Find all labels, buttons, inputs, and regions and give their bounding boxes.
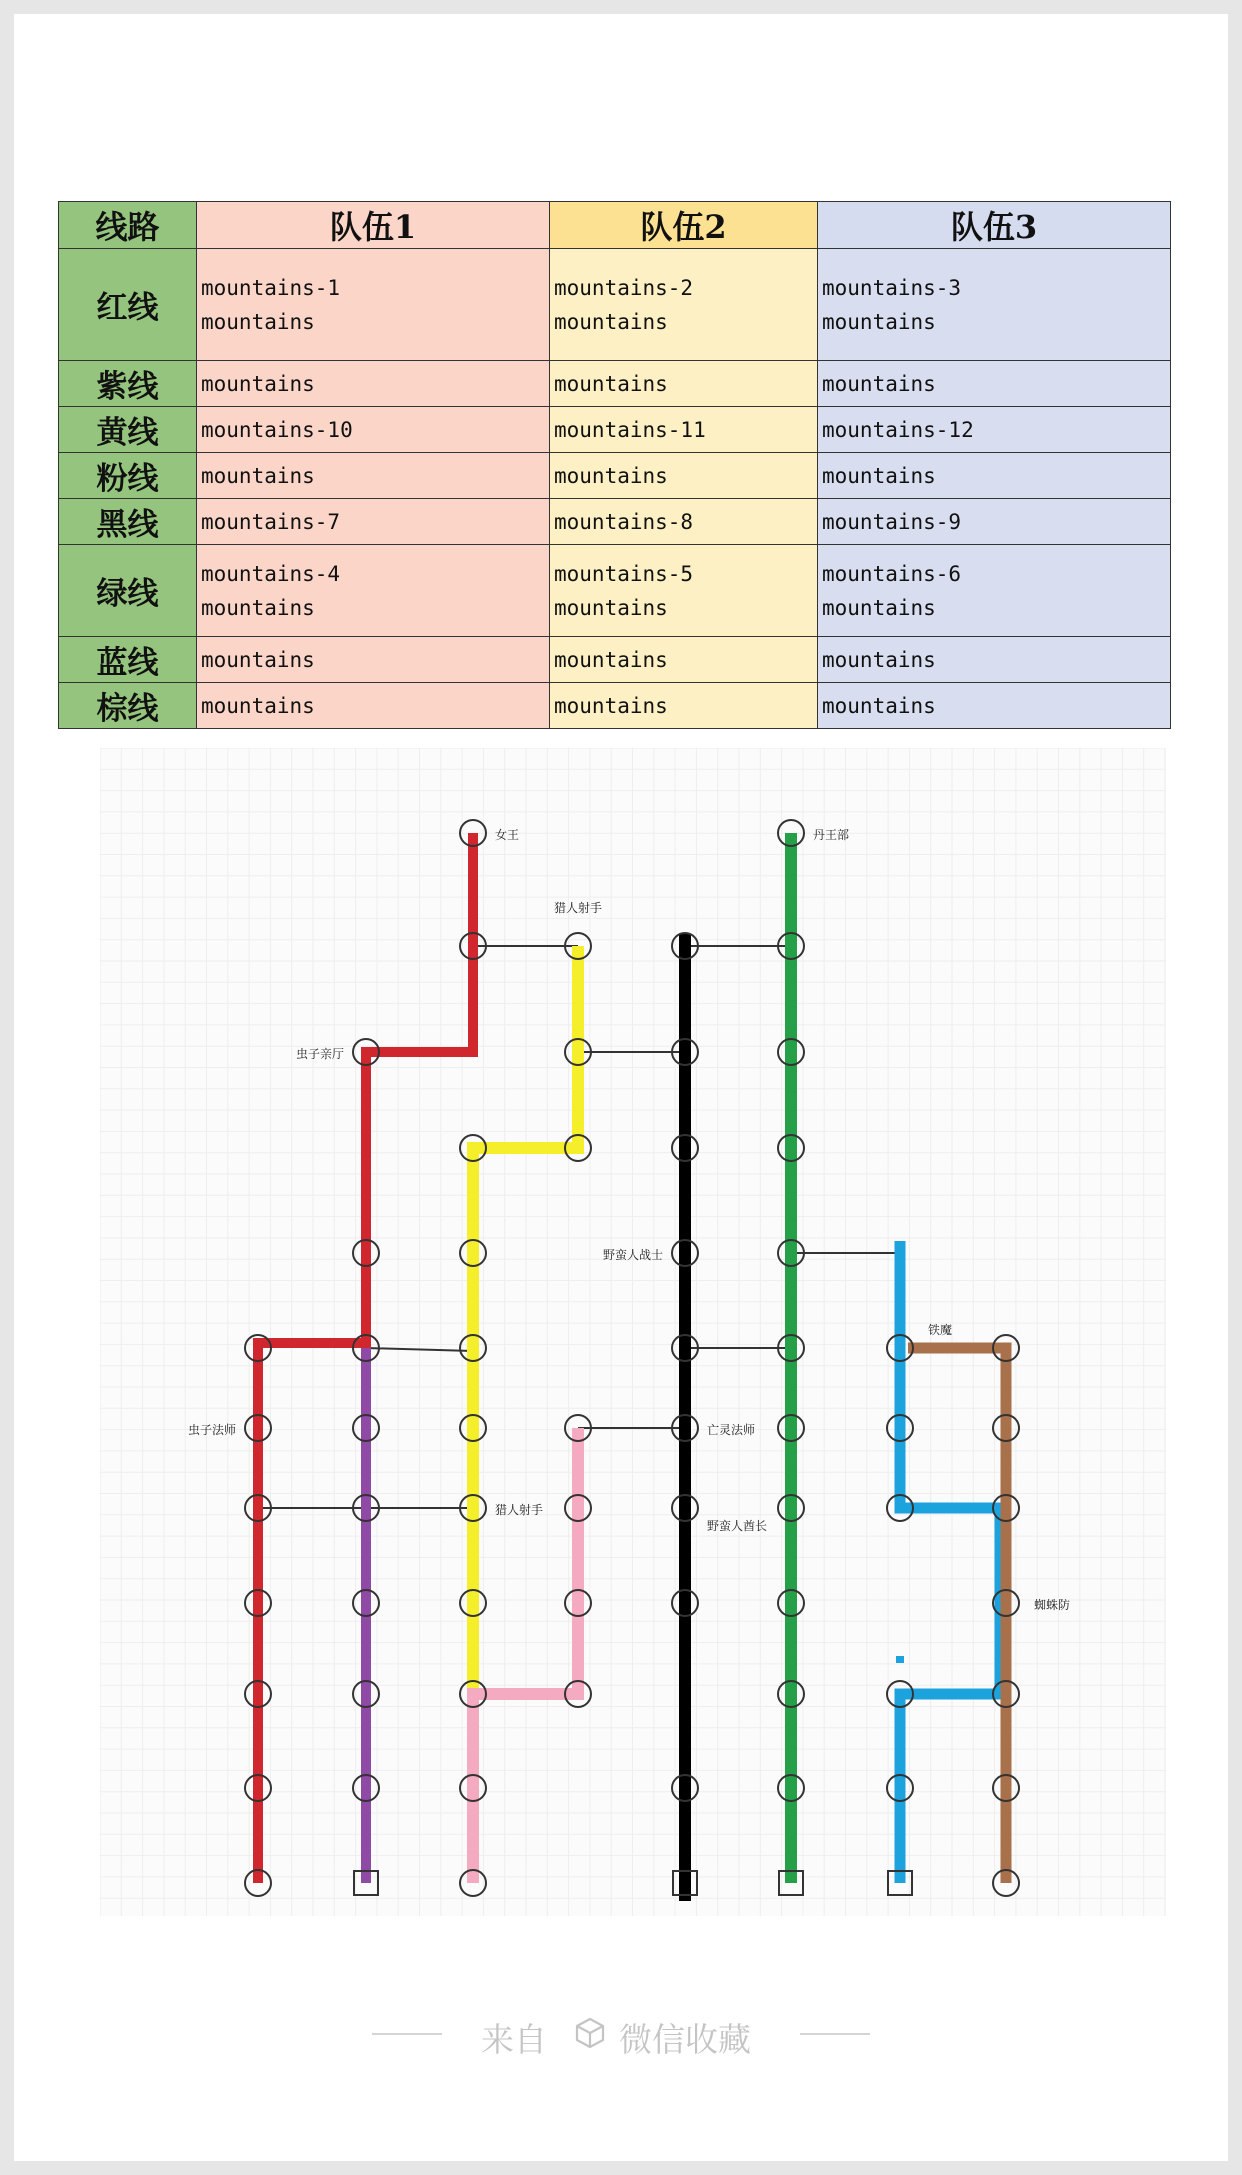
header-team3: 队伍3	[818, 202, 1171, 249]
cell-line: mountains	[554, 309, 668, 334]
header-team1: 队伍1	[197, 202, 550, 249]
route-name-cell: 蓝线	[59, 637, 197, 683]
team3-cell	[818, 545, 1171, 637]
route-table	[58, 201, 1171, 729]
team1-cell	[197, 361, 550, 407]
route-name-cell: 绿线	[59, 545, 197, 637]
cell-line: mountains	[822, 693, 936, 718]
route-name-cell: 粉线	[59, 453, 197, 499]
cell-line: mountains	[201, 693, 315, 718]
table-row	[59, 407, 1171, 453]
cell-line: mountains	[201, 371, 315, 396]
team3-cell	[818, 499, 1171, 545]
table-row	[59, 361, 1171, 407]
cell-line: mountains-9	[822, 509, 962, 534]
cell-line: mountains-10	[201, 417, 353, 442]
node-label: 铁魔	[928, 1323, 953, 1337]
team2-cell	[550, 249, 818, 361]
team3-cell	[818, 407, 1171, 453]
cell-line: mountains	[201, 595, 315, 620]
footer-line-left	[372, 2033, 442, 2035]
node-label: 野蛮人酋长	[707, 1519, 768, 1533]
cell-line: mountains-11	[554, 417, 706, 442]
cell-line: mountains-4	[201, 561, 341, 586]
cell-line: mountains	[201, 309, 315, 334]
header-team2: 队伍2	[550, 202, 818, 249]
team1-cell	[197, 407, 550, 453]
route-diagram	[100, 748, 1166, 1916]
team2-cell	[550, 453, 818, 499]
team3-cell	[818, 637, 1171, 683]
cell-line: mountains-3	[822, 275, 962, 300]
cell-line: mountains-12	[822, 417, 974, 442]
blue-marker	[896, 1656, 904, 1663]
cell-line: mountains	[822, 371, 936, 396]
cell-line: mountains	[554, 647, 668, 672]
team2-cell	[550, 361, 818, 407]
cell-line: mountains	[201, 647, 315, 672]
cell-line: mountains-7	[201, 509, 341, 534]
node-label: 虫子法师	[187, 1423, 236, 1437]
route-name-cell: 黄线	[59, 407, 197, 453]
table-row	[59, 637, 1171, 683]
team2-cell	[550, 683, 818, 729]
team2-cell	[550, 407, 818, 453]
footer-source: 微信收藏	[619, 2020, 751, 2059]
footer-line-right	[800, 2033, 870, 2035]
route-name-cell: 紫线	[59, 361, 197, 407]
node-label: 蜘蛛防	[1034, 1598, 1071, 1612]
table-header-row	[59, 202, 1171, 249]
node-label: 女王	[495, 828, 520, 842]
team1-cell	[197, 545, 550, 637]
team3-cell	[818, 361, 1171, 407]
team3-cell	[818, 683, 1171, 729]
table-row	[59, 499, 1171, 545]
route-diagram-svg	[100, 748, 1166, 1916]
node-label: 丹王部	[813, 828, 850, 842]
team1-cell	[197, 683, 550, 729]
team2-cell	[550, 499, 818, 545]
team1-cell	[197, 249, 550, 361]
cell-line: mountains-6	[822, 561, 962, 586]
cell-line: mountains	[554, 463, 668, 488]
cell-line: mountains	[822, 463, 936, 488]
cell-line: mountains-2	[554, 275, 694, 300]
team1-cell	[197, 637, 550, 683]
cell-line: mountains	[201, 463, 315, 488]
table-row	[59, 545, 1171, 637]
node-label: 亡灵法师	[707, 1423, 756, 1437]
cell-line: mountains	[554, 595, 668, 620]
table-row	[59, 683, 1171, 729]
team2-cell	[550, 545, 818, 637]
route-name-cell: 黑线	[59, 499, 197, 545]
header-route: 线路	[59, 202, 197, 249]
team2-cell	[550, 637, 818, 683]
node-label: 虫子亲厅	[295, 1047, 344, 1061]
cell-line: mountains	[822, 647, 936, 672]
table-row	[59, 249, 1171, 361]
node-label: 猎人射手	[553, 901, 603, 915]
route-name-cell: 棕线	[59, 683, 197, 729]
cube-icon	[573, 2016, 607, 2058]
table-row	[59, 453, 1171, 499]
team1-cell	[197, 453, 550, 499]
footer	[0, 2010, 1242, 2060]
cell-line: mountains	[822, 309, 936, 334]
cell-line: mountains	[554, 693, 668, 718]
cell-line: mountains	[554, 371, 668, 396]
footer-from: 来自	[481, 2020, 547, 2059]
route-name-cell: 红线	[59, 249, 197, 361]
team1-cell	[197, 499, 550, 545]
node-label: 野蛮人战士	[602, 1248, 663, 1262]
cell-line: mountains-5	[554, 561, 694, 586]
cell-line: mountains-8	[554, 509, 694, 534]
team3-cell	[818, 249, 1171, 361]
team3-cell	[818, 453, 1171, 499]
cell-line: mountains-1	[201, 275, 341, 300]
cell-line: mountains	[822, 595, 936, 620]
node-label: 猎人射手	[495, 1503, 544, 1517]
